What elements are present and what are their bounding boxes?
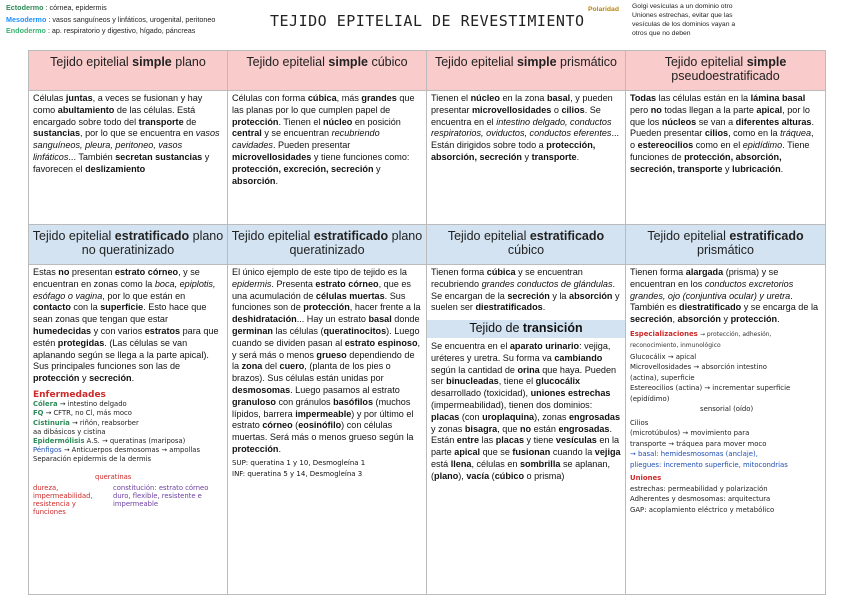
- spec-row: Glucocálix → apical: [630, 352, 697, 361]
- header-simple-pseudoestratificado: Tejido epitelial simple pseudoestratificado: [626, 51, 826, 91]
- cell-simple-prismatico: Tienen el núcleo en la zona basal, y pueden presentar microvellosidades o cilios. Se encuentra en el intestino delgado, conductos respiratorios, oviductos, conductos eferentes... Están dirigidos sobre todo a protección, absorción, secreción y transporte.: [427, 91, 626, 225]
- cilios-title: Cilios: [630, 418, 649, 427]
- cell-estratificado-prismatico: Tienen forma alargada (prisma) y se encuentran en los conductos excretorios grandes, ojo (conjuntiva ocular) y uretra. También es diestratificado y se encarga de la secreción, absorción y protección. Especializaciones → protección, adhesión, reconocimiento, inmunológico Glucocálix → apical Microvellosidades → absorción intestino (actina), superficie Estereocilios (actina) → incrementar superficie (epidídimo) sensorial (oído) Cilios (microtúbulos) → movimiento para transporte → tráquea para mover moco → basal: hemidesmosomas (anclaje), pliegues: incremento superficie, mitocondrias Uniones estrechas: permeabilidad y polarización Adherentes y desmosomas: arquitectura GAP: acoplamiento eléctrico y metabólico: [626, 265, 826, 595]
- inf-note: INF: queratina 5 y 14, Desmogleína 3: [232, 469, 363, 478]
- header-estratificado-plano-no-queratinizado: Tejido epitelial estratificado plano no queratinizado: [29, 225, 228, 265]
- uniones-row: GAP: acoplamiento eléctrico y metabólico: [630, 505, 775, 514]
- cell-estratificado-plano-queratinizado: El único ejemplo de este tipo de tejido es la epidermis. Presenta estrato córneo, que es una acumulación de células muertas. Sus funciones son de protección, hacer frente a la deshidratación... Hay un estrato basal donde germinan las células (queratinocitos). Luego cuando se dividen pasan al estrato espinoso, y será más o menos grueso dependiendo de la zona del cuero, (planta de los pies o brazos). Sus células están unidas por desmosomas. Luego pasamos al estrato granuloso con gránulos basófilos (muchos lípidos, barrera impermeable) y por último el estrato córneo (eosinófilo) con células muertas. Será más o menos grueso según la protección. SUP: queratina 1 y 10, Desmogleína 1 INF: queratina 5 y 14, Desmogleína 3: [228, 265, 427, 595]
- keratin-notes: [232, 458, 422, 480]
- disease-row: Cistinuria → riñón, reabsorber: [33, 418, 139, 427]
- mesodermo-text: : vasos sanguíneos y linfáticos, urogenital, peritoneo: [48, 14, 216, 24]
- cilios-row: pliegues: incremento superficie, mitocondrias: [630, 460, 788, 469]
- spec-row: Estereocilios (actina) → incrementar superficie (epidídimo): [630, 384, 791, 403]
- cilios-row: → basal: hemidesmosomas (anclaje),: [630, 450, 758, 459]
- spec-row: sensorial (oído): [700, 405, 754, 414]
- spec-row: Microvellosidades → absorción intestino: [630, 363, 767, 372]
- polarity-label: Polaridad: [588, 6, 619, 13]
- specializations-notes: Especializaciones → protección, adhesión, reconocimiento, inmunológico Glucocálix → apical Microvellosidades → absorción intestino (actina), superficie Estereocilios (actina) → incrementar superficie (epidídimo) sensorial (oído) Cilios (microtúbulos) → movimiento para transporte → tráquea para mover moco → basal: hemidesmosomas (anclaje), pliegues: incremento superficie, mitocondrias Uniones estrechas: permeabilidad y polarización Adherentes y desmosomas: arquitectura GAP: acoplamiento eléctrico y metabólico: [630, 329, 821, 516]
- mesodermo-label: Mesodermo: [6, 14, 47, 24]
- cell-simple-cubico: Células con forma cúbica, más grandes que las planas por lo que cumplen papel de protección. Tienen el núcleo en posición central y se encuentran recubriendo cavidades. Pueden presentar microvellosidades y tiene funciones como: protección, excreción, secreción y absorción.: [228, 91, 427, 225]
- constitucion-note: constitución: estrato córneo duro, flexible, resistente e impermeable: [113, 483, 209, 508]
- header-estratificado-cubico: Tejido epitelial estratificado cúbico: [427, 225, 626, 265]
- disease-row: Epidermólisis A.S. → queratinas (mariposa): [33, 436, 186, 445]
- queratinas-note: queratinas: [95, 472, 132, 481]
- cell-simple-pseudoestratificado: Todas las células están en la lámina basal pero no todas llegan a la parte apical, por lo que los núcleos se van a diferentes alturas. Pueden presentar cilios, como en la tráquea, o estereocilios como en el epidídimo. Tiene funciones de protección, absorción, secreción, transporte y lubricación.: [626, 91, 826, 225]
- spec-row: (actina), superficie: [630, 373, 695, 382]
- cell-estratificado-plano-no-queratinizado: Estas no presentan estrato córneo, y se encuentran en zonas como la boca, epiplotis, esófago o vagina, por lo que están en contacto con la superficie. Esto hace que sean zonas que tengan que estar humedecidas y con varios estratos para que estén protegidas. (Las células se van aplanando según se llega a la parte apical). Sus principales funciones son las de protección y secreción. Enfermedades Cólera → intestino delgado FQ → CFTR, no Cl, más moco Cistinuria → riñón, reabsorber aa dibásicos y cistina Epidermólisis A.S. → queratinas (mariposa) Pénfigos → Anticuerpos desmosomas → ampollas Separación epidermis de la dermis queratinas dureza, impermeabilidad, resistencia y funciones constitución: estrato córneo duro, flexible, resistente e impermeable: [29, 265, 228, 595]
- polarity-notes: [588, 2, 844, 38]
- polarity-item: vesículas de los dominios vayan a: [632, 21, 736, 28]
- header-simple-plano: Tejido epitelial simple plano: [29, 51, 228, 91]
- polarity-item: otros que no deben: [632, 30, 691, 37]
- polarity-item: Uniones estrechas, evitar que las: [632, 12, 733, 19]
- page-title: TEJIDO EPITELIAL DE REVESTIMIENTO: [270, 12, 585, 30]
- disease-row: Separación epidermis de la dermis: [33, 455, 152, 464]
- cell-simple-plano: Células juntas, a veces se fusionan y hay como abultamiento de las células. Está encargado sobre todo del transporte de sustancias, por lo que se encuentra en vasos sanguíneos, pleura, peritoneo, vasos linfáticos... También secretan sustancias y favorecen el deslizamiento: [29, 91, 228, 225]
- uniones-row: Adherentes y desmosomas: arquitectura: [630, 495, 771, 504]
- header-estratificado-prismatico: Tejido epitelial estratificado prismático: [626, 225, 826, 265]
- endodermo-label: Endodermo: [6, 26, 46, 35]
- ectodermo-text: : córnea, epidermis: [45, 3, 107, 12]
- cell-estratificado-cubico: Tienen forma cúbica y se encuentran recubriendo grandes conductos de glándulas. Se encargan de la secreción y la absorción y suelen ser diestratificados. Tejido de transición Se encuentra en el aparato urinario: vejiga, uréteres y uretra. Su forma va cambiando según la cantidad de orina que haya. Pueden ser binucleadas, tiene el glucocálix desarrollado (toxicidad), uniones estrechas (impermeabilidad), tienen dos dominios: placas (con uroplaquina), zonas engrosadas y zonas bisagra, que no están engrosadas. Están entre las placas y tiene vesículas en la parte apical que se fusionan cuando la vejiga está llena, células en sombrilla se aplanan, (plano), vacía (cúbico o prisma): [427, 265, 626, 595]
- disease-row: Cólera → intestino delgado: [33, 400, 127, 409]
- header-transicion: Tejido de transición: [427, 320, 625, 338]
- header-simple-cubico: Tejido epitelial simple cúbico: [228, 51, 427, 91]
- funciones-note: dureza, impermeabilidad, resistencia y funciones: [33, 483, 93, 516]
- disease-row: aa dibásicos y cistina: [33, 427, 106, 436]
- header-simple-prismatico: Tejido epitelial simple prismático: [427, 51, 626, 91]
- sup-note: SUP: queratina 1 y 10, Desmogleína 1: [232, 458, 366, 467]
- uniones-row: estrechas: permeabilidad y polarización: [630, 484, 768, 493]
- cilios-row: (microtúbulos) → movimiento para: [630, 429, 750, 438]
- cilios-row: transporte → tráquea para mover moco: [630, 439, 767, 448]
- disease-row: FQ → CFTR, no Cl, más moco: [33, 409, 132, 418]
- header-estratificado-plano-queratinizado: Tejido epitelial estratificado plano queratinizado: [228, 225, 427, 265]
- epithelium-table: [28, 50, 826, 595]
- specializations-title: Especializaciones: [630, 329, 698, 338]
- diseases-title: Enfermedades: [33, 389, 106, 400]
- polarity-item: Golgi vesículas a un dominio otro: [632, 3, 733, 10]
- disease-row: Pénfigos → Anticuerpos desmosomas → ampollas: [33, 446, 200, 455]
- ectodermo-label: Ectodermo: [6, 3, 44, 12]
- endodermo-text: : ap. respiratorio y digestivo, hígado, páncreas: [47, 26, 196, 35]
- germ-layers-notes: [6, 2, 215, 37]
- uniones-title: Uniones: [630, 474, 662, 483]
